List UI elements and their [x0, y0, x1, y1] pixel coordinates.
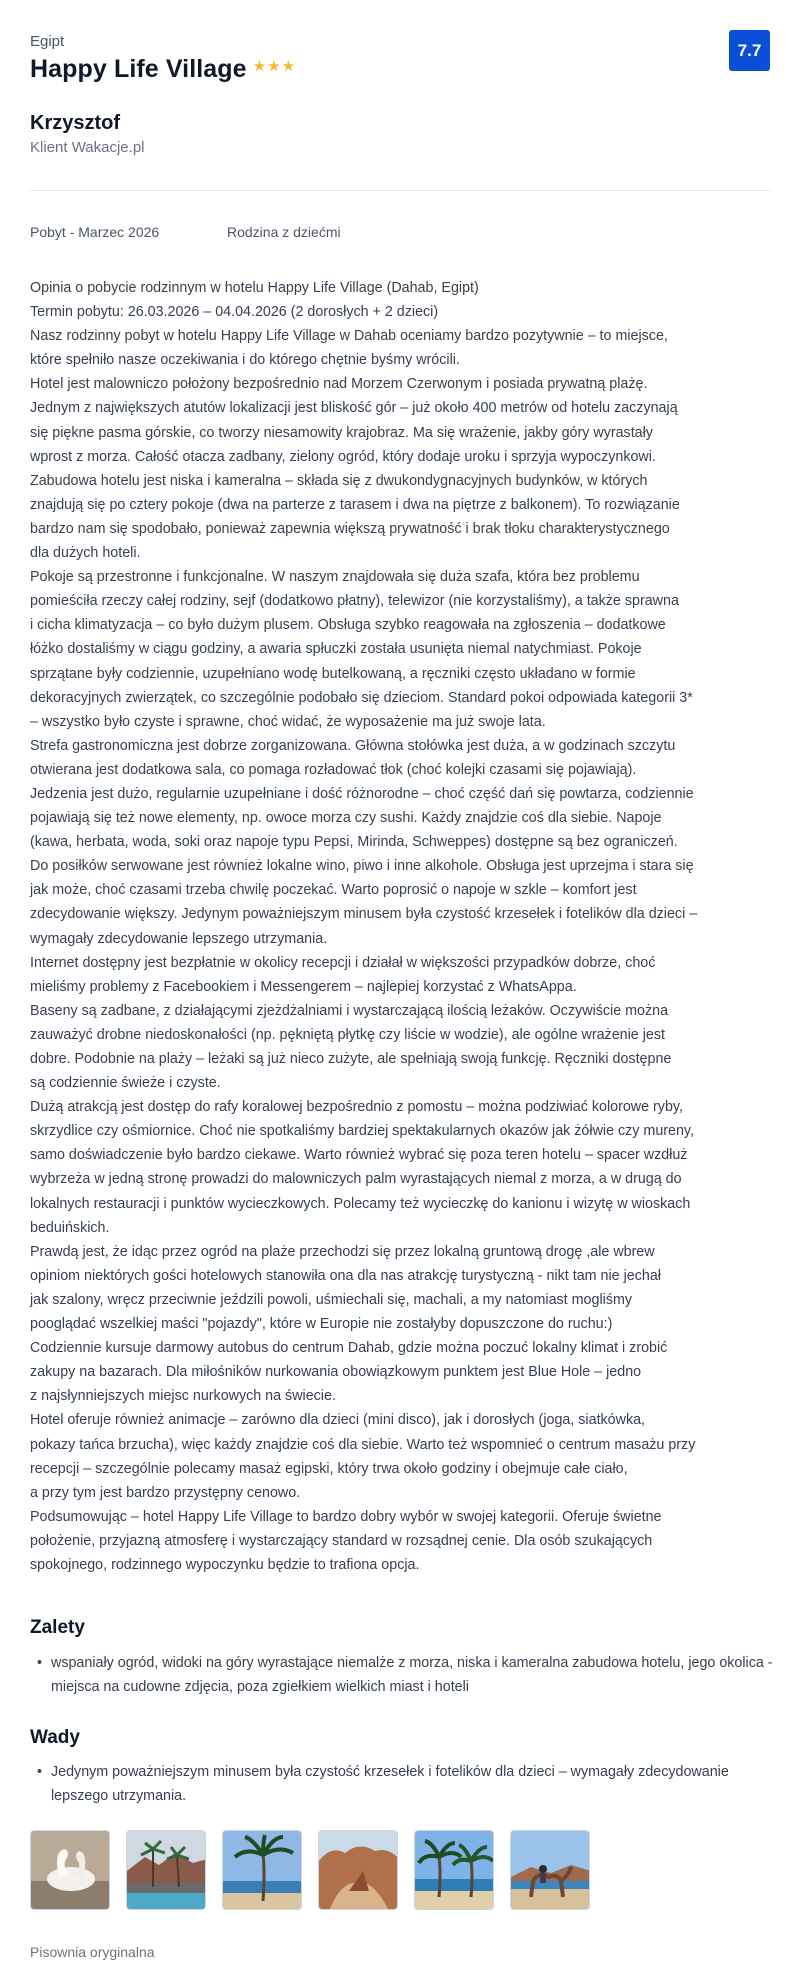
review-line: Internet dostępny jest bezpłatnie w okolicy recepcji i działał w większości przypadków dobrze, choć	[30, 954, 656, 971]
cons-title: Wady	[30, 1727, 80, 1748]
review-line: Zabudowa hotelu jest niska i kameralna – składa się z dwukondygnacyjnych budynków, w których	[30, 472, 648, 489]
review-line: są codziennie świeże i czyste.	[30, 1075, 221, 1092]
review-line: położenie, przyjazną atmosferę i wystarczający standard w rozsądnej cenie. Dla osób szukających	[30, 1532, 653, 1549]
review-line: Strefa gastronomiczna jest dobrze zorganizowana. Główna stołówka jest duża, a w godzinach szczytu	[30, 737, 676, 754]
review-line: lokalnych restauracji i punktów wycieczkowych. Polecamy też wycieczkę do kanionu i wizytę w wioskach	[30, 1195, 691, 1212]
review-line: wprost z morza. Całość otacza zadbany, zielony ogród, który dodaje uroku i sprzyja wypoczynkowi.	[30, 448, 656, 465]
review-line: i cicha klimatyzacja – co było dużym plusem. Obsługa szybko reagowała na zgłoszenia – dodatkowe	[30, 617, 666, 634]
review-line: beduińskich.	[30, 1219, 110, 1236]
review-line: pooglądać wszelkiej maści "pojazdy", które w Europie nie zostałyby dopuszczone do ruchu:)	[30, 1316, 613, 1333]
review-line: pomieściła rzeczy całej rodziny, sejf (dodatkowo płatny), telewizor (nie korzystaliśmy), a także sprawna	[30, 593, 679, 610]
review-line: mieliśmy problemy z Facebookiem i Messengerem – najlepiej korzystać z WhatsAppa.	[30, 978, 577, 995]
review-line: Codziennie kursuje darmowy autobus do centrum Dahab, gdzie można poczuć lokalny klimat i zrobić	[30, 1340, 668, 1357]
review-line: sprzątane były codziennie, uzupełniano wodę butelkowaną, a ręczniki często układano w formie	[30, 665, 636, 682]
review-line: recepcji – szczególnie polecamy masaż egipski, który trwa około godziny i obejmuje całe ciało,	[30, 1460, 628, 1477]
review-line: znajdują się po cztery pokoje (dwa na parterze z tarasem i dwa na piętrze z balkonem). To rozwiązanie	[30, 496, 680, 513]
stay-date: Pobyt - Marzec 2026	[30, 224, 160, 240]
author-name: Krzysztof	[30, 112, 121, 134]
divider	[30, 190, 770, 191]
cons-item: • Jedynym poważniejszym minusem była czystość krzesełek i fotelików dla dzieci – wymagały zdecydowanie lepszego utrzymania.	[30, 1760, 776, 1809]
review-line: wybrzeża w jedną stronę prowadzi do malowniczych palm wyrastających niemal z morza, a w drugą do	[30, 1171, 682, 1188]
pros-list	[30, 1651, 776, 1700]
review-line: Baseny są zadbane, z działającymi zjeżdżalniami i wystarczającą ilością leżaków. Oczywiście można	[30, 1002, 669, 1019]
towel-swan-photo[interactable]	[30, 1830, 110, 1910]
review-line: jak może, choć czasami trzeba chwilę poczekać. Warto poprosić o napoje w szkle – komfort jest	[30, 882, 637, 899]
review-line: dekoracyjnych zwierzątek, co szczególnie podobało się dzieciom. Standard pokoi odpowiada kategorii 3*	[30, 689, 693, 706]
review-line: Opinia o pobycie rodzinnym w hotelu Happy Life Village (Dahab, Egipt)	[30, 280, 479, 296]
author-subtitle: Klient Wakacje.pl	[30, 139, 145, 156]
palm-sea-photo[interactable]	[222, 1830, 302, 1910]
stay-meta	[30, 224, 341, 240]
review-line: łóżko dostaliśmy w ciągu godziny, a awaria spłuczki została usunięta niemal natychmiast. Pokoje	[30, 641, 642, 658]
review-line: wymagały zdecydowanie lepszego utrzymania.	[30, 930, 328, 947]
rating-score-badge: 7.7	[729, 30, 770, 71]
review-line: które spełniło nasze oczekiwania i do którego chętnie byśmy wrócili.	[30, 352, 460, 369]
camel-beach-photo[interactable]	[510, 1830, 590, 1910]
review-line: pojawiają się też nowe elementy, np. owoce morza czy sushi. Każdy znajdzie coś dla siebie. Napoje	[30, 810, 662, 827]
review-line: Prawdą jest, że idąc przez ogród na plaże przechodzi się przez lokalną gruntową drogę ,ale wbrew	[30, 1243, 655, 1260]
review-line: zauważyć drobne niedoskonałości (np. pękniętą płytkę czy liście w wodzie), ale ogólne wrażenie jest	[30, 1026, 665, 1043]
hotel-stars-icon: ★★★	[252, 57, 297, 75]
original-spelling-note: Pisownia oryginalna	[30, 1944, 155, 1960]
review-line: bardzo nam się spodobało, ponieważ zapewnia większą prywatność i brak tłoku charakterystycznego	[30, 520, 670, 537]
review-line: zdecydowanie większy. Jedynym poważniejszym minusem była czystość krzesełek i fotelików dla dzieci –	[30, 906, 698, 923]
review-line: z najsłynniejszych miejsc nurkowych na świecie.	[30, 1388, 336, 1405]
review-line: a przy tym jest bardzo przystępny cenowo.	[30, 1484, 301, 1501]
review-line: skrzydlice czy ośmiornice. Choć nie spotkaliśmy bardziej spektakularnych okazów jak żółwie czy mureny,	[30, 1123, 694, 1140]
review-line: dobre. Podobnie na plaży – leżaki są już nieco zużyte, ale spełniają swoją funkcję. Ręczniki dostępne	[30, 1051, 672, 1067]
review-line: zakupy na bazarach. Dla miłośników nurkowania obowiązkowym punktem jest Blue Hole – jedno	[30, 1364, 642, 1381]
traveler-type: Rodzina z dziećmi	[227, 224, 341, 240]
hotel-country: Egipt	[30, 33, 65, 50]
cons-list	[30, 1760, 776, 1809]
review-line: Jednym z największych atutów lokalizacji jest bliskość gór – już około 400 metrów od hotelu zaczynają	[30, 400, 678, 417]
review-line: – wszystko było czyste i sprawne, choć widać, że wyposażenie ma już swoje lata.	[30, 713, 546, 730]
review-line: Dużą atrakcją jest dostęp do rafy koralowej bezpośrednio z pomostu – można podziwiać kolorowe ryby,	[30, 1099, 683, 1116]
pool-mountains-photo[interactable]	[126, 1830, 206, 1910]
pros-title: Zalety	[30, 1617, 85, 1638]
palms-beach-photo[interactable]	[414, 1830, 494, 1910]
review-line: Hotel jest malowniczo położony bezpośrednio nad Morzem Czerwonym i posiada prywatną plażę.	[30, 376, 648, 393]
review-line: Pokoje są przestronne i funkcjonalne. W naszym znajdowała się duża szafa, która bez problemu	[30, 569, 640, 586]
review-line: opiniom niektórych gości hotelowych stanowiła ona dla nas atrakcję turystyczną - nikt tam nie jechał	[30, 1267, 661, 1284]
canyon-rocks-photo[interactable]	[318, 1830, 398, 1910]
review-line: dla dużych hoteli.	[30, 545, 141, 562]
photo-gallery	[30, 1830, 590, 1910]
pros-item: • wspaniały ogród, widoki na góry wyrastające niemalże z morza, niska i kameralna zabudowa hotelu, jego okolica - miejsca na cudowne zdjęcia, poza zgiełkiem wielkich miast i hoteli	[30, 1651, 776, 1700]
review-line: pokazy tańca brzucha), więc każdy znajdzie coś dla siebie. Warto też wspomnieć o centrum masażu przy	[30, 1436, 696, 1453]
review-line: jak szalony, wręcz przeciwnie jeździli powoli, uśmiechali się, machali, a my natomiast mogliśmy	[30, 1291, 632, 1308]
hotel-name[interactable]: Happy Life Village	[30, 55, 247, 83]
review-line: (kawa, herbata, woda, soki oraz napoje typu Pepsi, Mirinda, Schweppes) dostępne są bez ograniczeń.	[30, 834, 678, 851]
review-line: Podsumowując – hotel Happy Life Village to bardzo dobry wybór w swojej kategorii. Oferuje świetne	[30, 1508, 662, 1525]
review-line: Jedzenia jest dużo, regularnie uzupełniane i dość różnorodne – choć część dań się powtarza, codziennie	[30, 785, 694, 802]
review-line: otwierana jest dodatkowa sala, co pomaga rozładować tłok (choć kolejki czasami się pojawiają).	[30, 761, 637, 778]
review-line: Do posiłków serwowane jest również lokalne wino, piwo i inne alkohole. Obsługa jest uprzejma i stara się	[30, 858, 694, 875]
review-line: Termin pobytu: 26.03.2026 – 04.04.2026 (2 dorosłych + 2 dzieci)	[30, 304, 439, 321]
hotel-title-row	[30, 55, 296, 84]
review-text	[30, 276, 776, 1577]
review-line: Nasz rodzinny pobyt w hotelu Happy Life Village w Dahab oceniamy bardzo pozytywnie – to miejsce,	[30, 328, 668, 345]
review-line: spokojnego, rodzinnego wypoczynku będzie to trafiona opcja.	[30, 1556, 420, 1573]
review-line: Hotel oferuje również animacje – zarówno dla dzieci (mini disco), jak i dorosłych (joga, siatkówka,	[30, 1412, 646, 1429]
review-line: się piękne pasma górskie, co tworzy niesamowity krajobraz. Ma się wrażenie, jakby góry wyrastały	[30, 424, 653, 441]
review-line: samo doświadczenie było bardzo ciekawe. Warto również wybrać się poza teren hotelu – spacer wzdłuż	[30, 1147, 688, 1164]
